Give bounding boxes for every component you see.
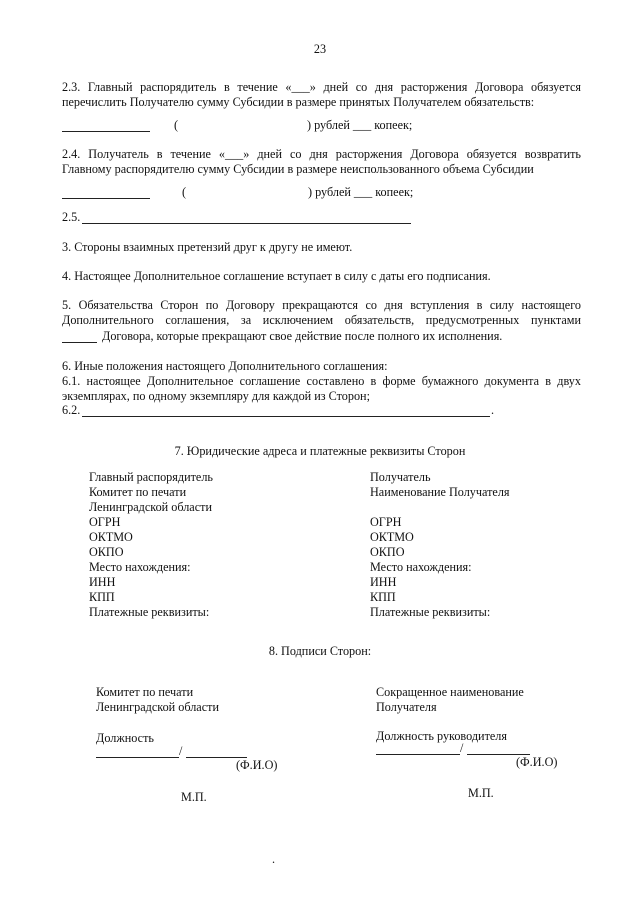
requisite-line: ОКПО — [89, 545, 124, 559]
requisite-line: ОГРН — [370, 515, 402, 529]
clause-6-heading: 6. Иные положения настоящего Дополнительного соглашения: — [62, 359, 388, 373]
requisite-line: КПП — [89, 590, 115, 604]
paren-open: ( — [174, 118, 179, 132]
requisite-line: ОКТМО — [370, 530, 414, 544]
signatory-right-name: Сокращенное наименование — [376, 685, 524, 699]
amount-blank — [62, 131, 150, 132]
signatory-right-name: Получателя — [376, 700, 437, 714]
amount-suffix: ) рублей ___ копеек; — [307, 118, 413, 132]
requisite-line: Платежные реквизиты: — [370, 605, 491, 619]
requisite-line: Место нахождения: — [89, 560, 191, 574]
clause-5-line3: Договора, которые прекращают свое действие после полного их исполнения. — [102, 329, 503, 343]
signatory-left-name: Ленинградской области — [96, 700, 219, 714]
clause-2-5-blank — [82, 223, 411, 224]
requisite-line: ИНН — [89, 575, 116, 589]
clause-5-line1: 5. Обязательства Сторон по Договору прекращаются со дня вступления в силу настоящего — [62, 298, 581, 312]
clause-3: 3. Стороны взаимных претензий друг к другу не имеют. — [62, 240, 353, 254]
requisite-line: КПП — [370, 590, 396, 604]
clause-6-1-line1: 6.1. настоящее Дополнительное соглашение составлено в форме бумажного документа в двух — [62, 374, 581, 388]
page-number: 23 — [313, 42, 327, 56]
requisite-line: Наименование Получателя — [370, 485, 510, 499]
clause-6-2-blank — [82, 416, 490, 417]
requisites-left — [89, 470, 213, 620]
signature-slash: / — [179, 744, 183, 758]
signature-line — [376, 754, 460, 755]
clause-6-2-label: 6.2. — [62, 403, 81, 417]
requisite-line: ОГРН — [89, 515, 121, 529]
clause-6-1-line2: экземплярах, по одному экземпляру для каждой из Сторон; — [62, 389, 370, 403]
section-8-heading: 8. Подписи Сторон: — [268, 644, 372, 658]
clause-2-5-label: 2.5. — [62, 210, 81, 224]
clause-6-2-end: . — [491, 403, 495, 417]
requisite-line: ОКТМО — [89, 530, 133, 544]
requisite-line: Ленинградской области — [89, 500, 212, 514]
signatory-left-name: Комитет по печати — [96, 685, 194, 699]
requisite-line: Комитет по печати — [89, 485, 187, 499]
requisite-line: ИНН — [370, 575, 397, 589]
paren-open: ( — [182, 185, 187, 199]
requisite-line: Платежные реквизиты: — [89, 605, 210, 619]
fio-caption: (Ф.И.О) — [236, 758, 278, 772]
requisite-line: ОКПО — [370, 545, 405, 559]
clause-2-3-line2: перечислить Получателю сумму Субсидии в размере принятых Получателем обязательств: — [62, 95, 535, 109]
requisite-line — [370, 500, 510, 515]
clause-5-line2: Дополнительного соглашения, за исключением обязательств, предусмотренных пунктами — [62, 313, 581, 327]
clause-5-blank — [62, 342, 97, 343]
stamp-place-right: М.П. — [468, 786, 494, 800]
signature-line — [96, 757, 179, 758]
clause-2-4-line1: 2.4. Получатель в течение «___» дней со дня расторжения Договора обязуется возвратить — [62, 147, 581, 161]
clause-2-3-line1: 2.3. Главный распорядитель в течение «___» дней со дня расторжения Договора обязуется — [62, 80, 581, 94]
requisite-line: Место нахождения: — [370, 560, 472, 574]
signatory-left-position: Должность — [96, 731, 154, 745]
signatory-right-position: Должность руководителя — [376, 729, 507, 743]
clause-4: 4. Настоящее Дополнительное соглашение вступает в силу с даты его подписания. — [62, 269, 491, 283]
signature-slash: / — [460, 741, 464, 755]
amount-suffix: ) рублей ___ копеек; — [308, 185, 414, 199]
section-7-heading: 7. Юридические адреса и платежные реквизиты Сторон — [174, 444, 466, 458]
clause-2-4-line2: Главному распорядителю сумму Субсидии в размере неиспользованного объема Субсидии — [62, 162, 534, 176]
fio-caption: (Ф.И.О) — [516, 755, 558, 769]
requisites-right — [370, 470, 510, 620]
footer-mark: . — [272, 852, 276, 866]
requisite-line: Главный распорядитель — [89, 470, 213, 484]
requisite-line: Получатель — [370, 470, 431, 484]
stamp-place-left: М.П. — [181, 790, 207, 804]
amount-blank — [62, 198, 150, 199]
